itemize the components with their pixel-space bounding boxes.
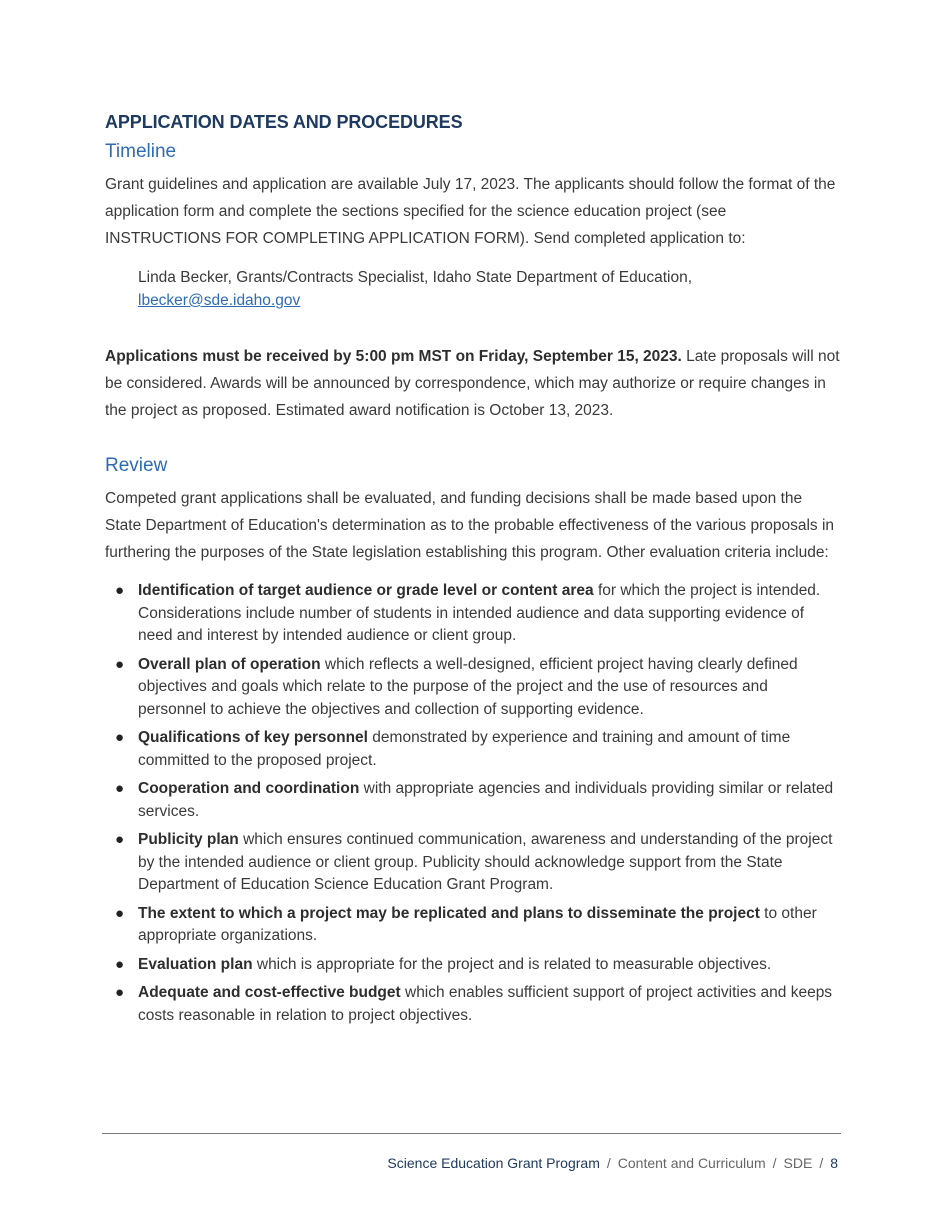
criterion-title: Evaluation plan <box>138 955 253 973</box>
deadline-rest: Late proposals will not be considered. Awards will be announced by correspondence, which may authorize or require changes in the project as proposed. Estimated award notification is October 13, 2023. <box>105 348 840 419</box>
list-item <box>105 580 840 648</box>
footer-org: SDE <box>783 1155 813 1171</box>
criterion-text: demonstrated by experience and training and amount of time committed to the proposed project. <box>138 729 791 769</box>
timeline-paragraph: Grant guidelines and application are available July 17, 2023. The applicants should follow the format of the application form and complete the sections specified for the science education project (see INSTRUCTIONS FOR COMPLETING APPLICATION FORM). Send completed application to: <box>105 176 836 247</box>
footer-program: Science Education Grant Program <box>387 1155 600 1171</box>
criterion-text: which reflects a well-designed, efficient project having clearly defined objectives and goals which relate to the purpose of the project and the use of resources and personnel to achieve the objectives and collection of supporting evidence. <box>138 655 798 718</box>
criteria-list <box>105 580 840 1027</box>
list-item <box>105 982 840 1027</box>
bullet-icon: ● <box>115 984 125 1001</box>
document-page <box>105 112 840 1033</box>
page-number: 8 <box>830 1155 838 1171</box>
bullet-icon: ● <box>115 582 125 599</box>
list-item <box>105 954 840 977</box>
criterion-text: for which the project is intended. Considerations include number of students in intended audience and data supporting evidence of need and interest by intended audience or client group. <box>138 582 821 644</box>
contact-line: Linda Becker, Grants/Contracts Specialist, Idaho State Department of Education, <box>138 269 692 286</box>
review-heading: Review <box>105 455 168 476</box>
footer-separator: / <box>606 1155 611 1171</box>
bullet-icon: ● <box>115 729 125 746</box>
deadline-paragraph <box>105 343 840 424</box>
list-item <box>105 778 840 823</box>
footer-divider <box>102 1133 841 1134</box>
bullet-icon: ● <box>115 955 125 973</box>
bullet-icon: ● <box>115 904 125 922</box>
criterion-text: with appropriate agencies and individuals providing similar or related services. <box>138 780 834 820</box>
criterion-text: which is appropriate for the project and is related to measurable objectives. <box>252 955 772 973</box>
page-footer <box>387 1155 838 1171</box>
criterion-text: which ensures continued communication, awareness and understanding of the project by the intended audience or client group. Publicity should acknowledge support from the State Department of Education Science Education Grant Program. <box>138 831 833 893</box>
timeline-heading: Timeline <box>105 141 177 162</box>
footer-section: Content and Curriculum <box>617 1155 766 1171</box>
criterion-title: Cooperation and coordination <box>138 780 360 797</box>
footer-separator: / <box>819 1155 824 1171</box>
section-title: APPLICATION DATES AND PROCEDURES <box>105 112 463 132</box>
criterion-title: The extent to which a project may be replicated and plans to disseminate the project <box>138 904 760 922</box>
criterion-text: to other appropriate organizations. <box>138 904 817 944</box>
list-item <box>105 903 840 948</box>
criterion-title: Adequate and cost-effective budget <box>138 984 401 1001</box>
list-item <box>105 727 840 772</box>
footer-separator: / <box>772 1155 777 1171</box>
criterion-title: Overall plan of operation <box>138 655 321 673</box>
contact-block <box>138 266 840 312</box>
criterion-title: Identification of target audience or grade level or content area <box>138 582 594 599</box>
deadline-bold: Applications must be received by 5:00 pm MST on Friday, September 15, 2023. <box>105 348 682 365</box>
bullet-icon: ● <box>115 780 125 797</box>
bullet-icon: ● <box>115 655 125 673</box>
list-item <box>105 654 840 722</box>
criterion-title: Publicity plan <box>138 831 239 848</box>
bullet-icon: ● <box>115 831 125 848</box>
criterion-text: which enables sufficient support of project activities and keeps costs reasonable in relation to project objectives. <box>138 984 833 1024</box>
list-item <box>105 829 840 897</box>
criterion-title: Qualifications of key personnel <box>138 729 368 746</box>
review-paragraph: Competed grant applications shall be evaluated, and funding decisions shall be made based upon the State Department of Education's determination as to the probable effectiveness of the various proposals in furthering the purposes of the State legislation establishing this program. Other evaluation criteria include: <box>105 490 835 561</box>
contact-email-link[interactable]: lbecker@sde.idaho.gov <box>138 292 301 309</box>
